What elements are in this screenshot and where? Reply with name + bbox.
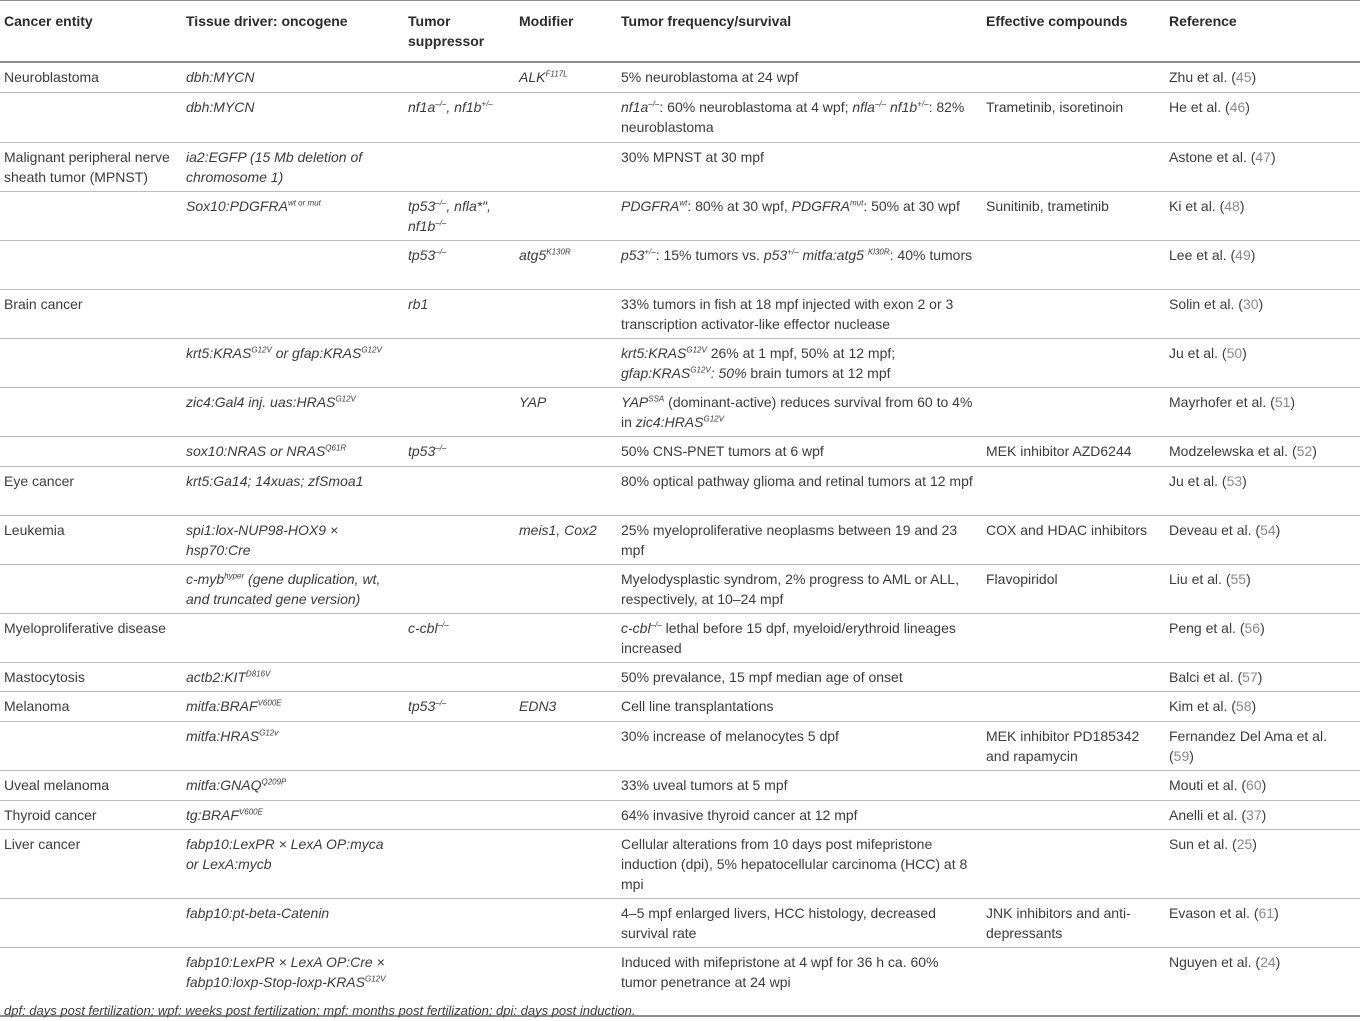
- reference-number-link[interactable]: 58: [1235, 698, 1252, 714]
- header-tissue-driver: Tissue driver: oncogene: [182, 1, 404, 63]
- reference-author: Liu et al. (: [1169, 571, 1231, 587]
- cell-effective-compounds: [982, 339, 1165, 388]
- cell-tumor-frequency: 50% prevalance, 15 mpf median age of onset: [617, 663, 982, 692]
- cell-reference: [1165, 565, 1360, 614]
- cell-tumor-suppressor: [404, 899, 515, 948]
- cell-tumor-frequency: 25% myeloproliferative neoplasms between 19 and 23 mpf: [617, 516, 982, 565]
- cell-modifier: [515, 467, 617, 516]
- cell-tumor-suppressor: tp53–/–: [404, 437, 515, 467]
- cell-tumor-frequency: Myelodysplastic syndrom, 2% progress to AML or ALL, respectively, at 10–24 mpf: [617, 565, 982, 614]
- cell-tissue-driver: $tg:BRAF^{V600E}$: [182, 801, 404, 830]
- reference-close-paren: ): [1312, 443, 1317, 459]
- cell-reference: [1165, 722, 1360, 771]
- header-cancer-entity: Cancer entity: [0, 1, 182, 63]
- reference-close-paren: ): [1274, 905, 1279, 921]
- cell-effective-compounds: [982, 388, 1165, 437]
- cell-cancer-entity: [0, 388, 182, 437]
- cell-modifier: $atg5^{K130R}$: [515, 241, 617, 290]
- cell-cancer-entity: [0, 339, 182, 388]
- cell-effective-compounds: JNK inhibitors and anti-depressants: [982, 899, 1165, 948]
- reference-author: Ju et al. (: [1169, 345, 1227, 361]
- cell-tumor-frequency: 30% MPNST at 30 mpf: [617, 143, 982, 192]
- cell-reference: [1165, 692, 1360, 722]
- cell-tumor-frequency: 33% tumors in fish at 18 mpf injected with exon 2 or 3 transcription activator-like effector nuclease: [617, 290, 982, 339]
- cell-effective-compounds: COX and HDAC inhibitors: [982, 516, 1165, 565]
- cell-tumor-suppressor: [404, 388, 515, 437]
- cell-tumor-frequency: 5% neuroblastoma at 24 wpf: [617, 62, 982, 93]
- cell-tissue-driver: $Sox10:PDGFRA^{wt or mut}$: [182, 192, 404, 241]
- reference-author: He et al. (: [1169, 99, 1230, 115]
- cell-cancer-entity: Malignant peripheral nerve sheath tumor (MPNST): [0, 143, 182, 192]
- cell-effective-compounds: [982, 830, 1165, 899]
- table-row: [0, 143, 1360, 192]
- header-row: [0, 1, 1360, 63]
- cell-effective-compounds: [982, 467, 1165, 516]
- reference-number-link[interactable]: 47: [1255, 149, 1271, 165]
- reference-close-paren: ): [1290, 394, 1296, 410]
- cell-effective-compounds: MEK inhibitor PD185342 and rapamycin: [982, 722, 1165, 771]
- reference-author: Zhu et al. (: [1169, 69, 1236, 85]
- cell-modifier: EDN3: [515, 692, 617, 722]
- reference-author: Astone et al. (: [1169, 149, 1256, 165]
- cell-reference: [1165, 290, 1360, 339]
- cell-tissue-driver: ia2:EGFP (15 Mb deletion of chromosome 1): [182, 143, 404, 192]
- cell-reference: [1165, 801, 1360, 830]
- table-row: [0, 722, 1360, 771]
- cell-reference: [1165, 93, 1360, 143]
- cell-modifier: [515, 192, 617, 241]
- cell-cancer-entity: [0, 241, 182, 290]
- reference-author: Evason et al. (: [1169, 905, 1259, 921]
- cell-cancer-entity: Leukemia: [0, 516, 182, 565]
- cell-reference: [1165, 467, 1360, 516]
- reference-number-link[interactable]: 56: [1244, 620, 1261, 636]
- cell-cancer-entity: Uveal melanoma: [0, 771, 182, 801]
- table-row: [0, 437, 1360, 467]
- cell-reference: [1165, 192, 1360, 241]
- cell-reference: [1165, 437, 1360, 467]
- table-row: [0, 290, 1360, 339]
- cell-tumor-frequency: c-cbl–/– lethal before 15 dpf, myeloid/erythroid lineages increased: [617, 614, 982, 663]
- cell-reference: [1165, 62, 1360, 93]
- reference-number-link[interactable]: 48: [1224, 198, 1240, 214]
- cell-modifier: [515, 830, 617, 899]
- cell-tissue-driver: $mitfa:HRAS^{G12v}$: [182, 722, 404, 771]
- cell-reference: [1165, 663, 1360, 692]
- cell-tumor-suppressor: [404, 467, 515, 516]
- cell-modifier: [515, 663, 617, 692]
- cell-modifier: [515, 437, 617, 467]
- cell-modifier: [515, 899, 617, 948]
- reference-author: Balci et al. (: [1169, 669, 1243, 685]
- cell-tumor-frequency: Cellular alterations from 10 days post mifepristone induction (dpi), 5% hepatocellular carcinoma (HCC) at 8 mpi: [617, 830, 982, 899]
- table-row: [0, 663, 1360, 692]
- header-tumor-frequency: Tumor frequency/survival: [617, 1, 982, 63]
- cell-effective-compounds: [982, 290, 1165, 339]
- cell-tissue-driver: [182, 241, 404, 290]
- cell-tumor-suppressor: [404, 565, 515, 614]
- cell-tissue-driver: $mitfa:BRAF^{V600E}$: [182, 692, 404, 722]
- reference-close-paren: ): [1246, 571, 1251, 587]
- reference-number-link[interactable]: 52: [1296, 443, 1313, 459]
- cell-modifier: [515, 801, 617, 830]
- cell-tissue-driver: fabp10:LexPR × LexA OP:Cre × $fabp10:loxp-Stop-loxp-KRAS^{G12V}$: [182, 948, 404, 1017]
- cell-tumor-frequency: 50% CNS-PNET tumors at 6 wpf: [617, 437, 982, 467]
- table-row: [0, 241, 1360, 290]
- cell-cancer-entity: [0, 93, 182, 143]
- cell-tumor-suppressor: [404, 516, 515, 565]
- table-row: [0, 692, 1360, 722]
- cell-tissue-driver: $actb2:KIT^{D816V}$: [182, 663, 404, 692]
- cell-effective-compounds: [982, 771, 1165, 801]
- cell-tumor-suppressor: c-cbl–/–: [404, 614, 515, 663]
- reference-close-paren: ): [1275, 954, 1281, 970]
- cell-modifier: [515, 143, 617, 192]
- cell-tissue-driver: krt5:Ga14; 14xuas; zfSmoa1: [182, 467, 404, 516]
- cell-effective-compounds: [982, 948, 1165, 1017]
- table-footnote: dpf: days post fertilization; wpf: weeks post fertilization; mpf: months post fertilization; dpi: days post induction.: [4, 1003, 636, 1018]
- cell-tissue-driver: dbh:MYCN: [182, 93, 404, 143]
- cell-tumor-suppressor: [404, 339, 515, 388]
- reference-author: Lee et al. (: [1169, 247, 1236, 263]
- cell-modifier: meis1, Cox2: [515, 516, 617, 565]
- cell-tumor-frequency: 4–5 mpf enlarged livers, HCC histology, decreased survival rate: [617, 899, 982, 948]
- cell-tumor-frequency: $krt5:KRAS^{G12V}$ 26% at 1 mpf, 50% at 12 mpf; $gfap:KRAS^{G12V}$: 50% brain tumors at 12 mpf: [617, 339, 982, 388]
- reference-close-paren: ): [1270, 149, 1276, 165]
- cell-tumor-suppressor: [404, 830, 515, 899]
- cell-tumor-frequency: Cell line transplantations: [617, 692, 982, 722]
- cell-reference: [1165, 771, 1360, 801]
- cell-effective-compounds: Flavopiridol: [982, 565, 1165, 614]
- reference-close-paren: ): [1239, 198, 1245, 214]
- reference-close-paren: ): [1261, 777, 1267, 793]
- header-effective-compounds: Effective compounds: [982, 1, 1165, 63]
- reference-close-paren: ): [1251, 69, 1257, 85]
- table-row: [0, 339, 1360, 388]
- cell-cancer-entity: [0, 899, 182, 948]
- cell-tumor-suppressor: tp53–/–: [404, 241, 515, 290]
- cell-tissue-driver: spi1:lox-NUP98-HOX9 × hsp70:Cre: [182, 516, 404, 565]
- cell-tissue-driver: $krt5:KRAS^{G12V}$ or $gfap:KRAS^{G12V}$: [182, 339, 404, 388]
- reference-number-link[interactable]: 30: [1242, 296, 1259, 312]
- cell-modifier: [515, 722, 617, 771]
- cell-cancer-entity: [0, 192, 182, 241]
- cell-tumor-frequency: 30% increase of melanocytes 5 dpf: [617, 722, 982, 771]
- cell-modifier: [515, 93, 617, 143]
- header-modifier: Modifier: [515, 1, 617, 63]
- cell-effective-compounds: [982, 801, 1165, 830]
- cell-effective-compounds: [982, 143, 1165, 192]
- cell-tissue-driver: [182, 614, 404, 663]
- header-reference: Reference: [1165, 1, 1360, 63]
- reference-author: Mayrhofer et al. (: [1169, 394, 1275, 410]
- reference-author: Anelli et al. (: [1169, 807, 1247, 823]
- cell-tumor-frequency: 64% invasive thyroid cancer at 12 mpf: [617, 801, 982, 830]
- cell-effective-compounds: [982, 663, 1165, 692]
- reference-close-paren: ): [1260, 620, 1265, 636]
- cell-tissue-driver: dbh:MYCN: [182, 62, 404, 93]
- reference-close-paren: ): [1242, 473, 1247, 489]
- cell-cancer-entity: Melanoma: [0, 692, 182, 722]
- reference-author: Fernandez Del Ama et al. (: [1169, 728, 1327, 764]
- cell-tumor-frequency: nf1a–/–: 60% neuroblastoma at 4 wpf; nfla–/– nf1b+/–: 82% neuroblastoma: [617, 93, 982, 143]
- table-row: [0, 899, 1360, 948]
- cell-reference: [1165, 948, 1360, 1017]
- reference-close-paren: ): [1252, 836, 1257, 852]
- table-row: [0, 62, 1360, 93]
- reference-close-paren: ): [1258, 296, 1264, 312]
- table-row: [0, 830, 1360, 899]
- cell-cancer-entity: [0, 437, 182, 467]
- cell-cancer-entity: Brain cancer: [0, 290, 182, 339]
- cell-tumor-suppressor: tp53–/–, nfla*″, nf1b–/–: [404, 192, 515, 241]
- reference-close-paren: ): [1250, 247, 1256, 263]
- cell-tumor-suppressor: [404, 663, 515, 692]
- cell-reference: [1165, 241, 1360, 290]
- reference-number-link[interactable]: 51: [1274, 394, 1291, 410]
- cell-effective-compounds: Trametinib, isoretinoin: [982, 93, 1165, 143]
- reference-author: Ki et al. (: [1169, 198, 1225, 214]
- cell-modifier: [515, 565, 617, 614]
- reference-number-link[interactable]: 57: [1242, 669, 1258, 685]
- reference-number-link[interactable]: 61: [1258, 905, 1275, 921]
- cell-tumor-suppressor: nf1a–/–, nf1b+/–: [404, 93, 515, 143]
- reference-author: Sun et al. (: [1169, 836, 1237, 852]
- cell-cancer-entity: [0, 565, 182, 614]
- cell-reference: [1165, 516, 1360, 565]
- reference-number-link[interactable]: 24: [1260, 954, 1276, 970]
- reference-author: Peng et al. (: [1169, 620, 1245, 636]
- reference-number-link[interactable]: 55: [1230, 571, 1247, 587]
- cell-tumor-suppressor: rb1: [404, 290, 515, 339]
- cell-tumor-suppressor: [404, 771, 515, 801]
- reference-close-paren: ): [1245, 99, 1250, 115]
- table-row: [0, 388, 1360, 437]
- cell-reference: [1165, 143, 1360, 192]
- cell-modifier: $ALK^{F117L}$: [515, 62, 617, 93]
- reference-number-link[interactable]: 59: [1173, 748, 1190, 764]
- reference-author: Mouti et al. (: [1169, 777, 1247, 793]
- cell-effective-compounds: [982, 614, 1165, 663]
- reference-number-link[interactable]: 45: [1235, 69, 1252, 85]
- cell-tumor-frequency: Induced with mifepristone at 4 wpf for 36 h ca. 60% tumor penetrance at 24 wpi: [617, 948, 982, 1017]
- cell-effective-compounds: [982, 62, 1165, 93]
- cell-tissue-driver: c-myb$^{hyper}$ (gene duplication, wt, and truncated gene version): [182, 565, 404, 614]
- header-tumor-suppressor: Tumor suppressor: [404, 1, 515, 63]
- table-body: [0, 62, 1360, 1016]
- cell-tumor-frequency: p53+/–: 15% tumors vs. p53+/– mitfa:atg5 $^{Kl30R}$: 40% tumors: [617, 241, 982, 290]
- reference-number-link[interactable]: 37: [1246, 807, 1262, 823]
- cell-reference: [1165, 339, 1360, 388]
- table-row: [0, 801, 1360, 830]
- cell-modifier: [515, 339, 617, 388]
- cell-cancer-entity: [0, 722, 182, 771]
- cell-tissue-driver: fabp10:LexPR × LexA OP:myca or LexA:mycb: [182, 830, 404, 899]
- cell-effective-compounds: [982, 241, 1165, 290]
- reference-close-paren: ): [1251, 698, 1257, 714]
- cell-modifier: [515, 290, 617, 339]
- cell-tumor-frequency: $YAP^{SSA}$ (dominant-active) reduces survival from 60 to 4% in $zic4:HRAS^{G12V}$: [617, 388, 982, 437]
- table-row: [0, 565, 1360, 614]
- reference-close-paren: ): [1275, 522, 1281, 538]
- reference-author: Deveau et al. (: [1169, 522, 1261, 538]
- cell-reference: [1165, 899, 1360, 948]
- table-row: [0, 516, 1360, 565]
- cell-reference: [1165, 830, 1360, 899]
- cell-cancer-entity: Eye cancer: [0, 467, 182, 516]
- cell-tumor-suppressor: [404, 143, 515, 192]
- cell-reference: [1165, 614, 1360, 663]
- cell-tissue-driver: zic4:Gal4 inj. $uas:HRAS^{G12V}$: [182, 388, 404, 437]
- cell-tumor-frequency: 80% optical pathway glioma and retinal tumors at 12 mpf: [617, 467, 982, 516]
- table-row: [0, 93, 1360, 143]
- reference-number-link[interactable]: 54: [1260, 522, 1276, 538]
- cell-tumor-suppressor: [404, 62, 515, 93]
- cell-modifier: [515, 771, 617, 801]
- reference-number-link[interactable]: 46: [1229, 99, 1246, 115]
- cell-effective-compounds: [982, 692, 1165, 722]
- cell-tumor-suppressor: tp53–/–: [404, 692, 515, 722]
- cell-tumor-frequency: 33% uveal tumors at 5 mpf: [617, 771, 982, 801]
- reference-author: Modzelewska et al. (: [1169, 443, 1297, 459]
- reference-close-paren: ): [1189, 748, 1194, 764]
- cell-cancer-entity: Mastocytosis: [0, 663, 182, 692]
- reference-close-paren: ): [1242, 345, 1247, 361]
- cell-effective-compounds: MEK inhibitor AZD6244: [982, 437, 1165, 467]
- reference-number-link[interactable]: 25: [1236, 836, 1253, 852]
- cell-cancer-entity: Neuroblastoma: [0, 62, 182, 93]
- cell-tissue-driver: [182, 290, 404, 339]
- cell-tissue-driver: sox10:NRAS or $NRAS^{Q61R}$: [182, 437, 404, 467]
- reference-author: Nguyen et al. (: [1169, 954, 1261, 970]
- reference-close-paren: ): [1257, 669, 1263, 685]
- cell-cancer-entity: Thyroid cancer: [0, 801, 182, 830]
- reference-number-link[interactable]: 50: [1226, 345, 1243, 361]
- cell-tumor-suppressor: [404, 801, 515, 830]
- cell-cancer-entity: Liver cancer: [0, 830, 182, 899]
- table-row: [0, 467, 1360, 516]
- cell-modifier: [515, 614, 617, 663]
- reference-number-link[interactable]: 53: [1226, 473, 1243, 489]
- cell-effective-compounds: Sunitinib, trametinib: [982, 192, 1165, 241]
- cell-reference: [1165, 388, 1360, 437]
- reference-number-link[interactable]: 60: [1246, 777, 1262, 793]
- reference-author: Kim et al. (: [1169, 698, 1236, 714]
- cell-tumor-suppressor: [404, 722, 515, 771]
- cell-tissue-driver: fabp10:pt-beta-Catenin: [182, 899, 404, 948]
- reference-author: Solin et al. (: [1169, 296, 1243, 312]
- cell-tumor-frequency: $PDGFRA^{wt}$: 80% at 30 wpf, $PDGFRA^{mut}$: 50% at 30 wpf: [617, 192, 982, 241]
- reference-author: Ju et al. (: [1169, 473, 1227, 489]
- cell-cancer-entity: Myeloproliferative disease: [0, 614, 182, 663]
- table-row: [0, 192, 1360, 241]
- reference-close-paren: ): [1261, 807, 1267, 823]
- table-row: [0, 771, 1360, 801]
- cell-tissue-driver: $mitfa:GNAQ^{Q209P}$: [182, 771, 404, 801]
- cell-modifier: YAP: [515, 388, 617, 437]
- table-row: [0, 614, 1360, 663]
- reference-number-link[interactable]: 49: [1235, 247, 1251, 263]
